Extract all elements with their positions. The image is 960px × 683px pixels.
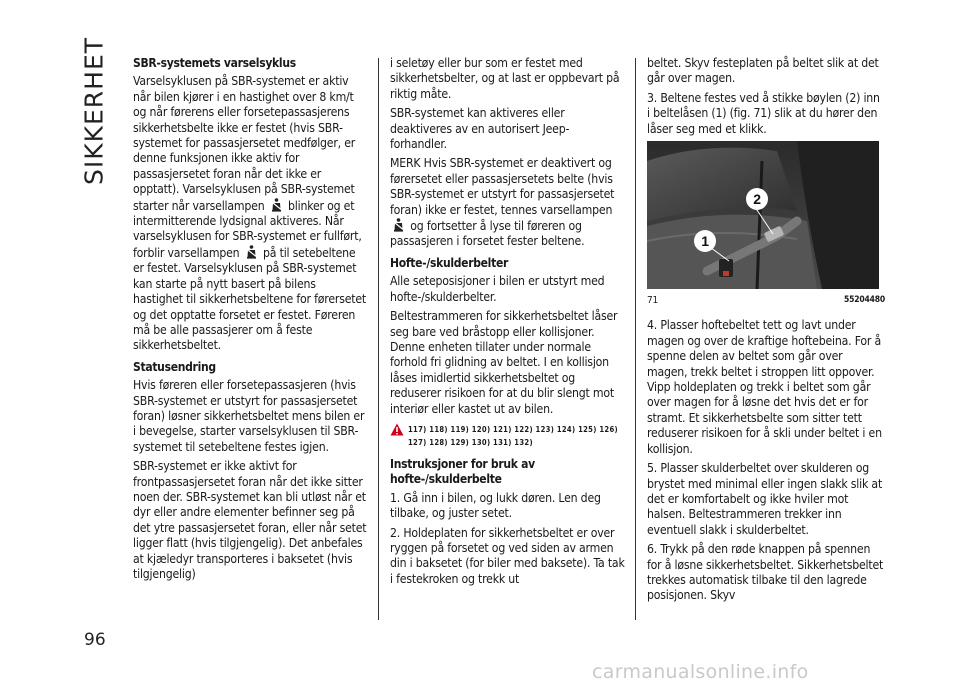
heading-lap-shoulder-belts: Hofte-/skulderbelter <box>390 255 508 270</box>
paragraph: beltet. Skyv festeplaten på beltet slik at det går over magen. <box>647 56 879 86</box>
paragraph: Beltestrammeren for sikkerhetsbeltet låser seg bare ved bråstopp eller kollisjoner. Denne enheten tillater under normale forhold fri glidning av beltet. I en kollisjon låses imidlertid sikkerhetsbeltet og reduserer risikoen for at du blir slengt mot interiør eller kastet ut av bilen. <box>390 309 618 416</box>
column-1 <box>133 56 368 586</box>
callout-1: 1 <box>701 233 709 250</box>
heading-status-change: Statusendring <box>133 359 216 374</box>
paragraph: i seletøy eller bur som er festet med sikkerhetsbelter, og at last er oppbevart på riktig måte. <box>390 56 620 101</box>
figure-code: 55204480 <box>844 295 885 306</box>
warning-triangle-icon <box>390 423 404 436</box>
callout-2: 2 <box>753 191 761 208</box>
seatbelt-buckle-illustration <box>647 141 879 289</box>
paragraph: 2. Holdeplaten for sikkerhetsbeltet er over ryggen på forsetet og ved siden av armen din i baksetet (for biler med baksete). Ta tak i festekroken og trekk ut <box>390 525 625 586</box>
paragraph: Hvis føreren eller forsetepassasjeren (hvis SBR-systemet er utstyrt for passasjersetet foran) løsner sikkerhetsbeltet mens bilen er i bevegelse, starter varselsyklusen til SBR-systemet til setebeltene festes igjen. <box>133 378 365 454</box>
column-divider <box>635 58 636 620</box>
paragraph: 5. Plasser skulderbeltet over skulderen og brystet med minimal eller ingen slakk slik at det er komfortabelt og ikke hviler mot halsen. Beltestrammeren trekker inn eventuell slakk i skulderbeltet. <box>647 461 883 537</box>
paragraph: Alle seteposisjoner i bilen er utstyrt med hofte-/skulderbelter. <box>390 274 605 304</box>
note-paragraph: MERK Hvis SBR-systemet er deaktivert og førersetet eller passasjersetets belte (hvis SBR-systemet er utstyrt for passasjersetet foran) ikke er festet, tennes varsellampen og fortsetter å lyse til føreren og passasjeren i forsetet fester beltene. <box>390 156 615 249</box>
seatbelt-warning-icon <box>393 218 404 232</box>
figure-71-photo <box>647 141 879 289</box>
paragraph: 1. Gå inn i bilen, og lukk døren. Len deg tilbake, og juster setet. <box>390 490 601 521</box>
heading-instructions: Instruksjoner for bruk av hofte-/skulderbelte <box>390 456 535 487</box>
seatbelt-warning-icon <box>271 198 282 212</box>
paragraph: SBR-systemet kan aktiveres eller deaktiveres av en autorisert Jeep-forhandler. <box>390 106 570 152</box>
figure-caption <box>647 293 885 308</box>
paragraph: SBR-systemet er ikke aktivt for frontpassasjersetet foran når det ikke sitter noen der. SBR-systemet kan bli utløst når et dyr eller andre elementer befinner seg på det ytre passasjersetet foran, eller når setet ligger flatt (hvis tilgjengelig). Det anbefales at kjæledyr transporteres i baksetet (hvis tilgjengelig) <box>133 459 367 581</box>
watermark: carmanualsonline.info <box>592 661 809 683</box>
paragraph: 6. Trykk på den røde knappen på spennen for å løsne sikkerhetsbeltet. Sikkerhetsbeltet trekkes automatisk tilbake til den lagrede posisjonen. Skyv <box>647 542 884 603</box>
paragraph: 4. Plasser hoftebeltet tett og lavt under magen og over de kraftige hoftebeina. For å spenne delen av beltet som går over magen, trekk beltet i stroppen litt oppover. Vipp holdeplaten og trekk i beltet som går over magen for å løsne det hvis det er for stramt. Et sikkerhetsbelte som sitter tett reduserer risikoen for å skli under beltet i en kollisjon. <box>647 318 882 456</box>
heading-sbr-warning-cycle: SBR-systemets varselsyklus <box>133 56 296 70</box>
page-number: 96 <box>84 630 106 650</box>
warning-references <box>390 423 625 449</box>
seatbelt-warning-icon <box>246 245 257 259</box>
column-2 <box>390 56 625 591</box>
paragraph: 3. Beltene festes ved å stikke bøylen (2) inn i beltelåsen (1) (fig. 71) slik at du hører den låser seg med et klikk. <box>647 90 880 136</box>
warning-reference-list: 117) 118) 119) 120) 121) 122) 123) 124) 125) 126) 127) 128) 129) 130) 131) 132) <box>408 424 618 447</box>
column-3 <box>647 56 885 608</box>
paragraph: Varselsyklusen på SBR-systemet er aktiv når bilen kjører i en hastighet over 8 km/t og når førerens eller forsetepassasjerens sikkerhetsbelte ikke er festet (hvis SBR-systemet for passasjersetet medfølger, er denne funksjonen ikke aktiv for passasjersetet foran når det ikke er opptatt). Varselsyklusen på SBR-systemet starter når varsellampen blinker og et intermitterende lydsignal aktiveres. Når varselsyklusen for SBR-systemet er fullført, forblir varsellampen på til setebeltene er festet. Varselsyklusen på SBR-systemet kan starte på nytt basert på bilens hastighet til sikkerhetsbeltene for førersetet og det opptatte forsetet er festet. Føreren må be alle passasjerer om å feste sikkerhetsbeltet. <box>133 74 366 353</box>
figure-number: 71 <box>647 295 659 307</box>
column-divider <box>378 58 379 620</box>
section-title <box>74 36 114 186</box>
section-title-text: SIKKERHET <box>79 36 109 186</box>
